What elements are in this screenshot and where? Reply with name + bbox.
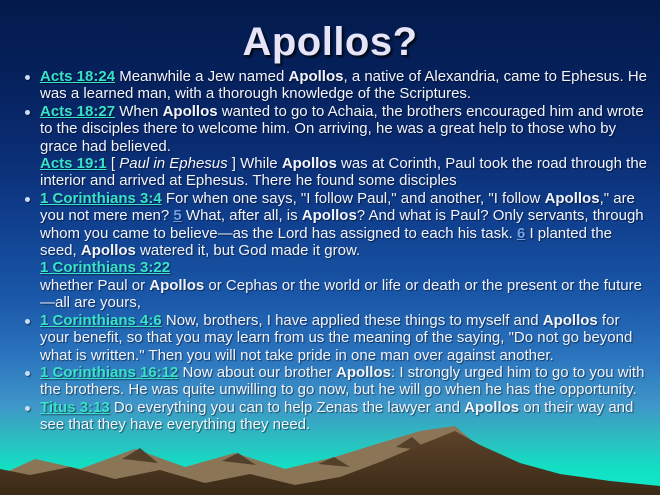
bold-text: Apollos: [335, 363, 391, 381]
scripture-link[interactable]: 1 Corinthians 4:6: [40, 311, 162, 329]
bold-text: Apollos: [464, 398, 520, 416]
bullet-list: [0, 68, 648, 434]
bullet-dot-icon: [25, 319, 30, 324]
bullet-dot-icon: [25, 197, 30, 202]
body-text: When: [115, 102, 163, 120]
bold-text: Apollos: [162, 102, 218, 120]
body-text: Do everything you can to help Zenas the lawyer and: [109, 398, 465, 416]
body-text: For when one says, "I follow Paul," and another, "I follow: [161, 189, 545, 207]
bullet-text: [40, 190, 648, 312]
bullet-text: [40, 103, 648, 190]
body-text: Now about our brother: [178, 363, 336, 381]
body-text: What, after all, is: [181, 207, 302, 225]
body-text: or Cephas or the world or life or death or the present or the future—all are yours,: [40, 276, 642, 312]
bullet-dot-icon: [25, 371, 30, 376]
body-text: wanted to go to Achaia, the brothers encouraged him and wrote to the disciples there to welcome him. On arriving, he was a great help to those who by grace had believed.: [40, 102, 644, 155]
verse-number-link[interactable]: 6: [516, 224, 526, 242]
body-text: was at Corinth, Paul took the road through the interior and arrived at Ephesus. There he found some disciples: [40, 155, 648, 190]
scripture-link[interactable]: 1 Corinthians 3:4: [40, 189, 162, 207]
body-text: [: [106, 155, 120, 173]
bold-text: Apollos: [80, 242, 136, 260]
italic-text: Paul in Ephesus: [119, 155, 228, 173]
body-text: on their way and see that they have everything they need.: [40, 398, 634, 434]
body-text: for your benefit, so that you may learn from us the meaning of the saying, "Do not go beyond what is written." Then you will not take pride in one man over against another.: [40, 311, 633, 364]
bullet-dot-icon: [25, 75, 30, 80]
scripture-link[interactable]: Acts 18:24: [40, 68, 116, 85]
list-item: [0, 364, 648, 399]
body-text: ? And what is Paul? Only servants, through whom you came to believe—as the Lord has assigned to each his task.: [40, 207, 644, 242]
scripture-link[interactable]: Titus 3:13: [40, 398, 110, 416]
body-text: whether Paul or: [40, 276, 150, 294]
list-item: [0, 312, 648, 364]
list-item: [0, 103, 648, 190]
body-text: , a native of Alexandria, came to Ephesus. He was a learned man, with a thorough knowledge of the Scriptures.: [40, 68, 647, 103]
scripture-link[interactable]: Acts 19:1: [40, 155, 107, 173]
body-text: I planted the seed,: [40, 224, 613, 260]
scripture-link[interactable]: 1 Corinthians 3:22: [40, 259, 171, 277]
bullet-text: [40, 68, 648, 103]
body-text: ] While: [227, 155, 282, 173]
bold-text: Apollos: [149, 276, 205, 294]
body-text: watered it, but God made it grow.: [135, 242, 361, 260]
list-item: [0, 399, 648, 434]
bold-text: Apollos: [544, 189, 600, 207]
bold-text: Apollos: [288, 68, 344, 85]
list-item: [0, 190, 648, 312]
bold-text: Apollos: [301, 207, 357, 225]
bullet-text: [40, 364, 648, 399]
verse-number-link[interactable]: 5: [173, 207, 182, 225]
bullet-dot-icon: [25, 406, 30, 411]
bullet-dot-icon: [25, 110, 30, 115]
scripture-link[interactable]: 1 Corinthians 16:12: [40, 363, 179, 381]
body-text: : I strongly urged him to go to you with the brothers. He was quite unwilling to go now, but he will go when he has the opportunity.: [40, 363, 645, 399]
bold-text: Apollos: [542, 311, 598, 329]
body-text: Now, brothers, I have applied these things to myself and: [161, 311, 543, 329]
list-item: [0, 68, 648, 103]
slide-title: Apollos?: [242, 20, 418, 64]
bullet-text: [40, 399, 648, 434]
scripture-link[interactable]: Acts 18:27: [40, 102, 116, 120]
bullet-text: [40, 312, 648, 364]
body-text: Meanwhile a Jew named: [115, 68, 289, 85]
bold-text: Apollos: [281, 155, 337, 173]
body-text: ," are you not mere men?: [40, 189, 635, 225]
